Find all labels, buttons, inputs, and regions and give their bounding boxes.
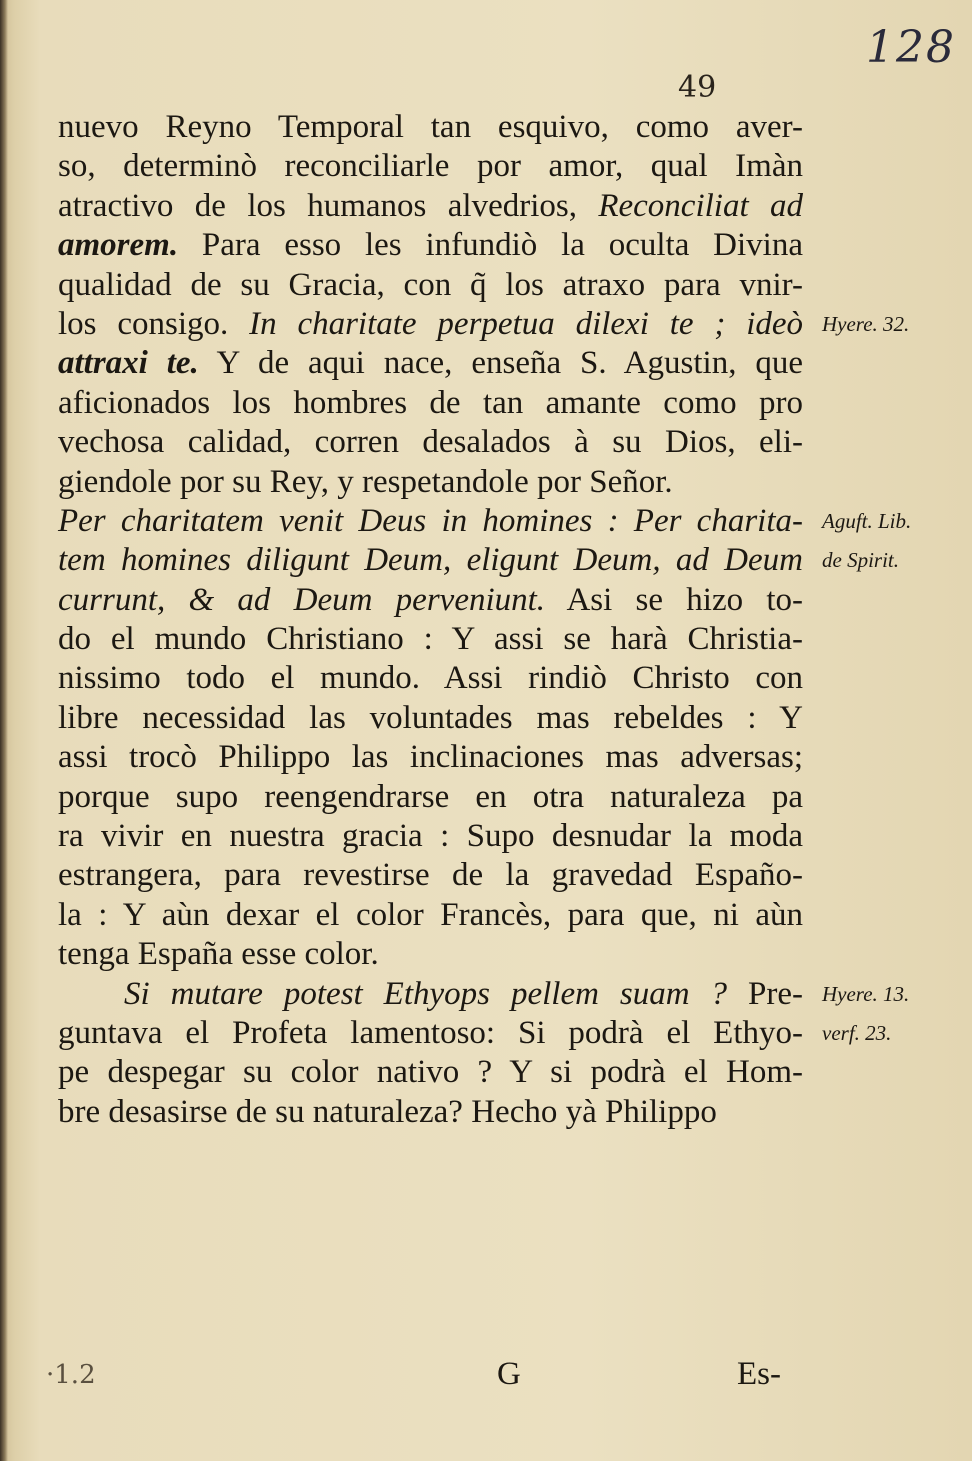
marginal-note: de Spirit.	[822, 548, 899, 573]
bottom-left-mark: ·1.2	[46, 1360, 96, 1390]
text-line	[58, 935, 803, 974]
signature-mark: G	[497, 1356, 521, 1392]
text-line	[58, 423, 803, 462]
text-line	[58, 266, 803, 305]
latin-quotation: amorem.	[58, 227, 179, 264]
text-line	[58, 738, 803, 777]
latin-quotation: In charitate perpetua dilexi te ; ideò	[249, 305, 804, 342]
text-line	[58, 778, 803, 817]
text-run: atractivo de los humanos alvedrios,	[58, 187, 599, 224]
latin-quotation: Reconciliat ad	[598, 187, 803, 224]
text-run: la : Y aùn dexar el color Francès, para que, ni aùn	[58, 896, 803, 933]
text-run: so, determinò reconciliarle por amor, qual Imàn	[58, 148, 803, 185]
text-line	[58, 896, 803, 935]
text-line	[58, 581, 803, 620]
marginal-note: Hyere. 32.	[822, 312, 910, 336]
text-run: estrangera, para revestirse de la gravedad Españo-	[58, 857, 803, 894]
text-run: qualidad de su Gracia, con q̃ los atraxo para vnir-	[58, 266, 803, 303]
latin-quotation: tem homines diligunt Deum, eligunt Deum, ad Deum	[58, 542, 803, 579]
text-line	[58, 817, 803, 856]
text-run: assi trocò Philippo las inclinaciones mas adversas;	[58, 739, 803, 776]
text-line	[58, 1014, 803, 1053]
text-line	[58, 226, 803, 265]
text-run: nissimo todo el mundo. Assi rindiò Christo con	[58, 660, 803, 697]
text-line	[58, 502, 803, 541]
text-line	[58, 699, 803, 738]
latin-quotation: currunt, & ad Deum perveniunt.	[58, 581, 546, 618]
text-line	[58, 463, 803, 502]
text-line	[58, 620, 803, 659]
text-run: guntava el Profeta lamentoso: Si podrà el Ethyo-	[58, 1014, 803, 1051]
text-run: ra vivir en nuestra gracia : Supo desnudar la moda	[58, 818, 803, 855]
text-line	[58, 187, 803, 226]
text-line	[58, 344, 803, 383]
text-run: los consigo.	[58, 305, 250, 342]
text-run: Para esso les infundiò la oculta Divina	[178, 227, 803, 264]
text-run: libre necessidad las voluntades mas rebeldes : Y	[58, 699, 803, 736]
text-line	[58, 541, 803, 580]
text-line	[58, 147, 803, 186]
latin-quotation: Si mutare potest Ethyops pellem suam ?	[124, 975, 728, 1012]
text-line	[58, 1093, 803, 1132]
text-run: nuevo Reyno Temporal tan esquivo, como aver-	[58, 109, 803, 145]
text-run: Asi se hizo to-	[545, 581, 803, 618]
text-run: giendole por su Rey, y respetandole por Señor.	[58, 463, 673, 500]
text-run: Y de aqui nace, enseña S. Agustin, que	[198, 345, 803, 382]
text-run: tenga España esse color.	[58, 936, 379, 973]
text-run: do el mundo Christiano : Y assi se harà Christia-	[58, 621, 803, 658]
text-run: vechosa calidad, corren desalados à su Dios, eli-	[58, 424, 803, 461]
text-line	[58, 856, 803, 895]
text-run: porque supo reengendrarse en otra naturaleza pa	[58, 778, 803, 815]
latin-quotation: attraxi te.	[58, 345, 199, 382]
page-number: 49	[678, 70, 717, 105]
text-run: Pre-	[727, 975, 803, 1012]
main-text-block	[58, 108, 803, 1132]
text-line	[58, 659, 803, 698]
text-line	[58, 384, 803, 423]
catchword: Es-	[737, 1356, 781, 1392]
handwritten-folio-number: 128	[866, 22, 956, 73]
text-line	[58, 1053, 803, 1092]
marginal-note: verf. 23.	[822, 1021, 892, 1046]
marginal-note: Hyere. 13.	[822, 981, 910, 1006]
page-gutter-edge	[0, 0, 8, 1461]
text-line	[58, 975, 803, 1014]
text-run: bre desasirse de su naturaleza? Hecho yà Philippo	[58, 1093, 717, 1130]
latin-quotation: Per charitatem venit Deus in homines : Per charita-	[58, 502, 803, 539]
marginal-note: Aguft. Lib.	[822, 509, 912, 533]
text-run: aficionados los hombres de tan amante como pro	[58, 384, 803, 421]
text-line	[58, 108, 803, 147]
text-run: pe despegar su color nativo ? Y si podrà el Hom-	[58, 1054, 803, 1091]
text-line	[58, 305, 803, 344]
